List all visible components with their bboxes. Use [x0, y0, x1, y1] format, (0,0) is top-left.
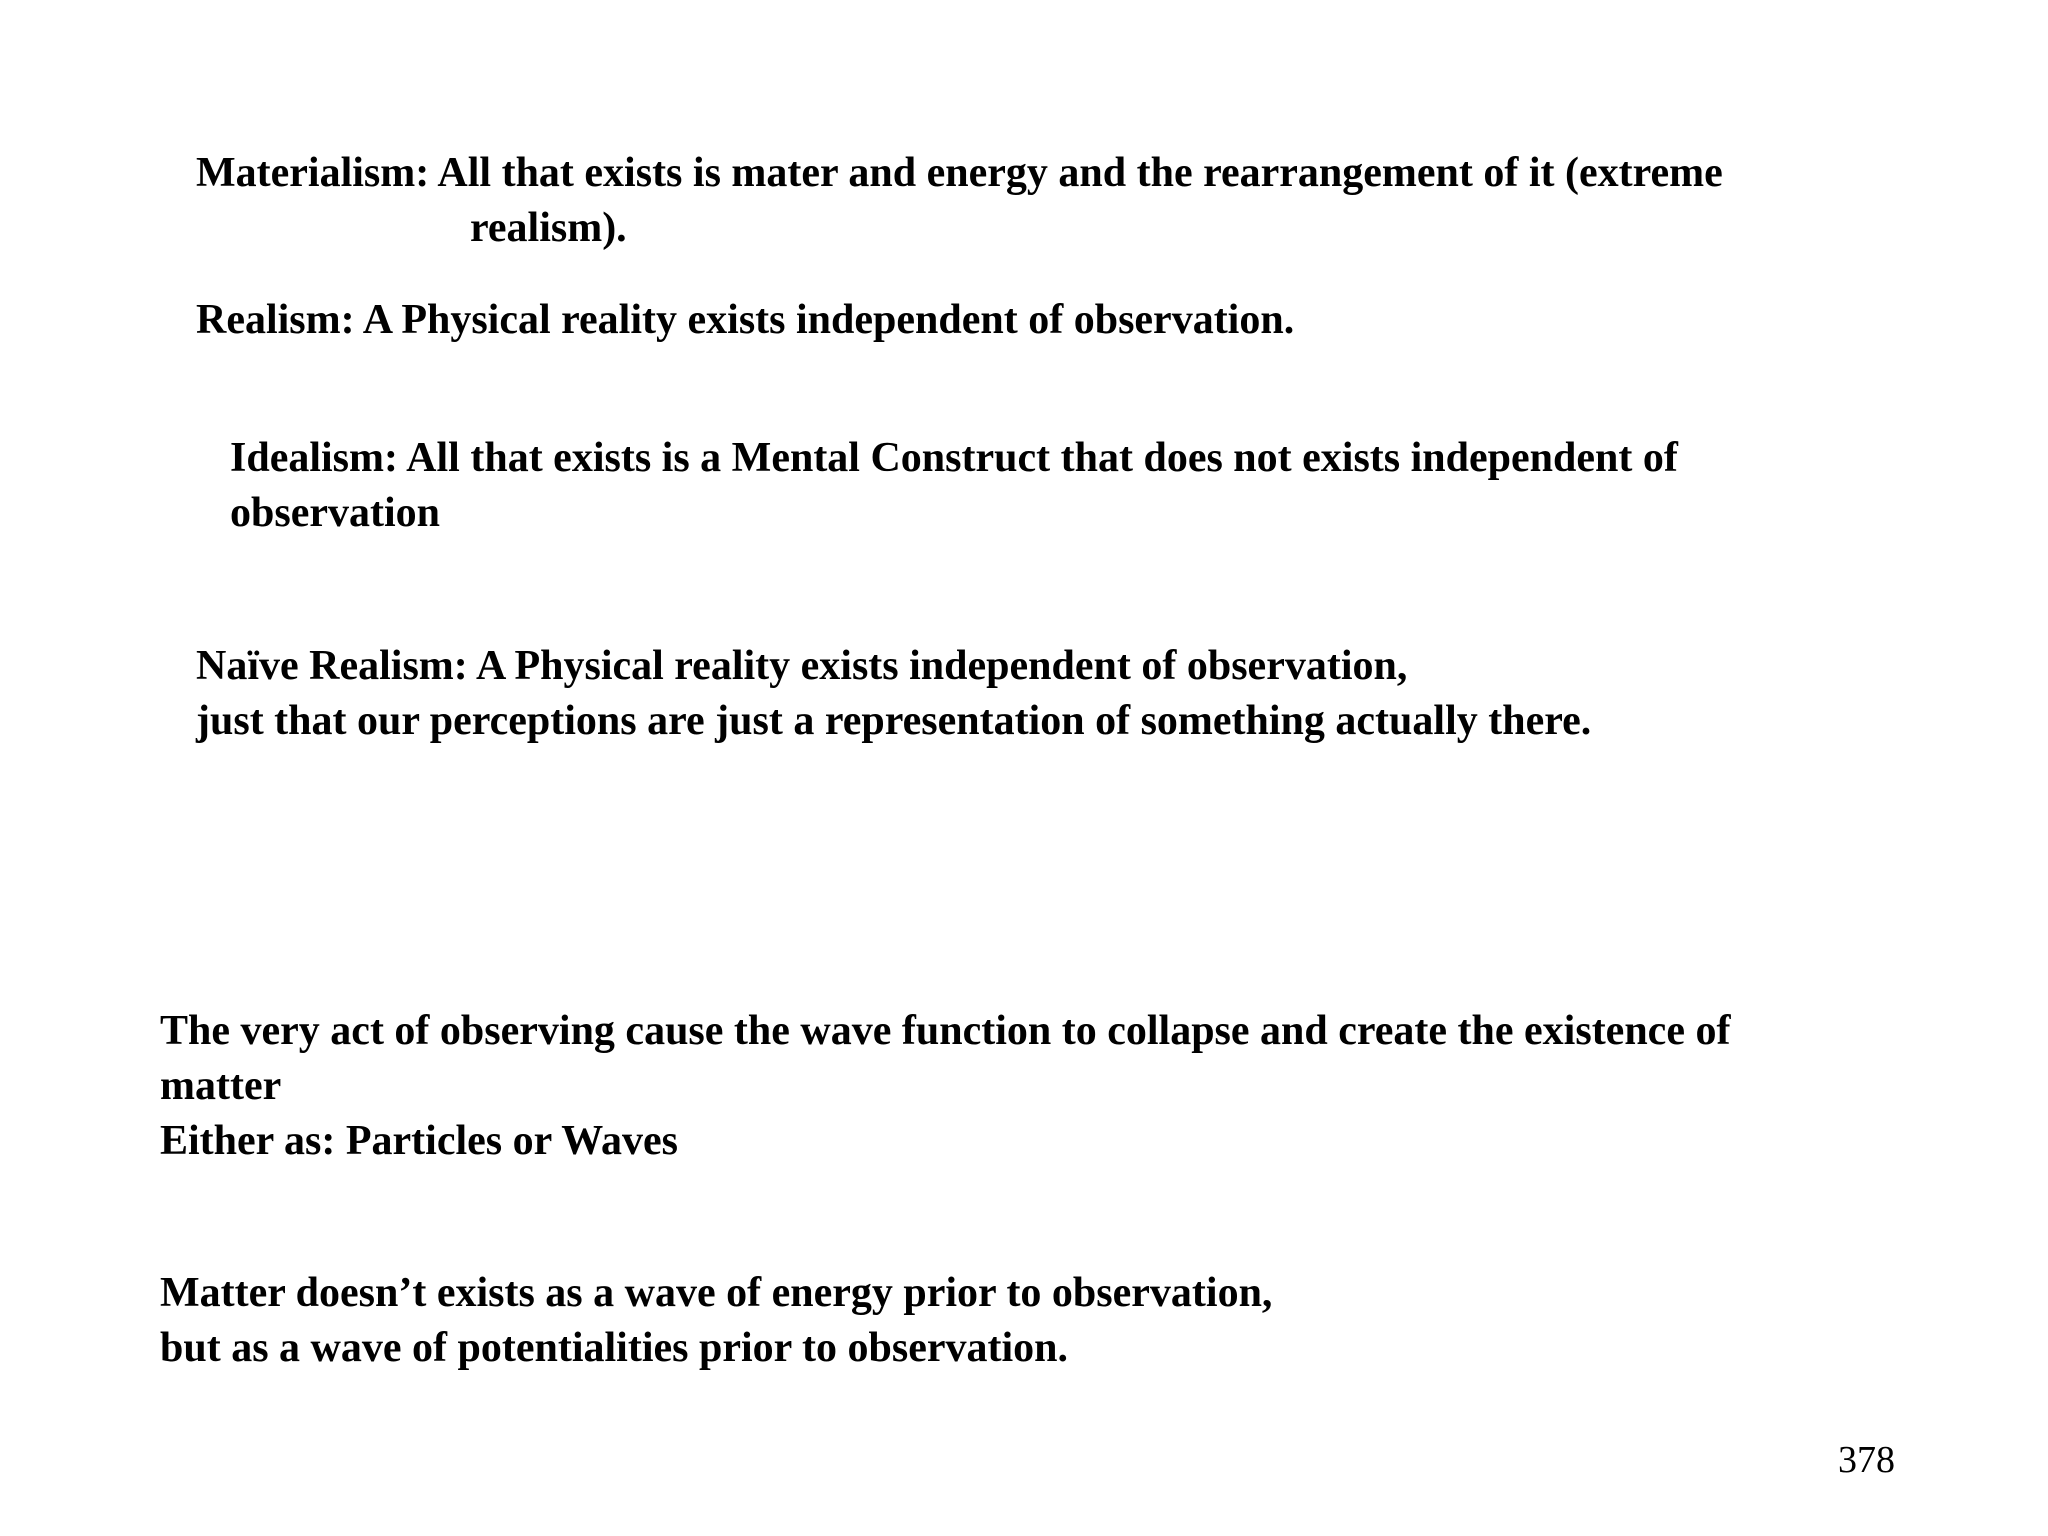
page-number: 378 [1838, 1439, 1895, 1481]
naive-realism-line-1: Naïve Realism: A Physical reality exists independent of observation, [196, 643, 1408, 689]
matter-line-1: Matter doesn’t exists as a wave of energy prior to observation, [160, 1270, 1273, 1316]
matter-line-2: but as a wave of potentialities prior to observation. [160, 1325, 1069, 1371]
idealism-line-1: Idealism: All that exists is a Mental Construct that does not exists independent of [230, 435, 1678, 481]
observation-line-2: matter [160, 1063, 282, 1109]
observation-line-3: Either as: Particles or Waves [160, 1118, 678, 1164]
realism-line-1: Realism: A Physical reality exists independent of observation. [196, 297, 1295, 343]
observation-line-1: The very act of observing cause the wave function to collapse and create the existence of [160, 1008, 1731, 1054]
naive-realism-line-2: just that our perceptions are just a representation of something actually there. [196, 698, 1592, 744]
materialism-line-2: realism). [470, 205, 627, 251]
materialism-line-1: Materialism: All that exists is mater and energy and the rearrangement of it (extreme [196, 150, 1723, 196]
idealism-line-2: observation [230, 490, 440, 536]
